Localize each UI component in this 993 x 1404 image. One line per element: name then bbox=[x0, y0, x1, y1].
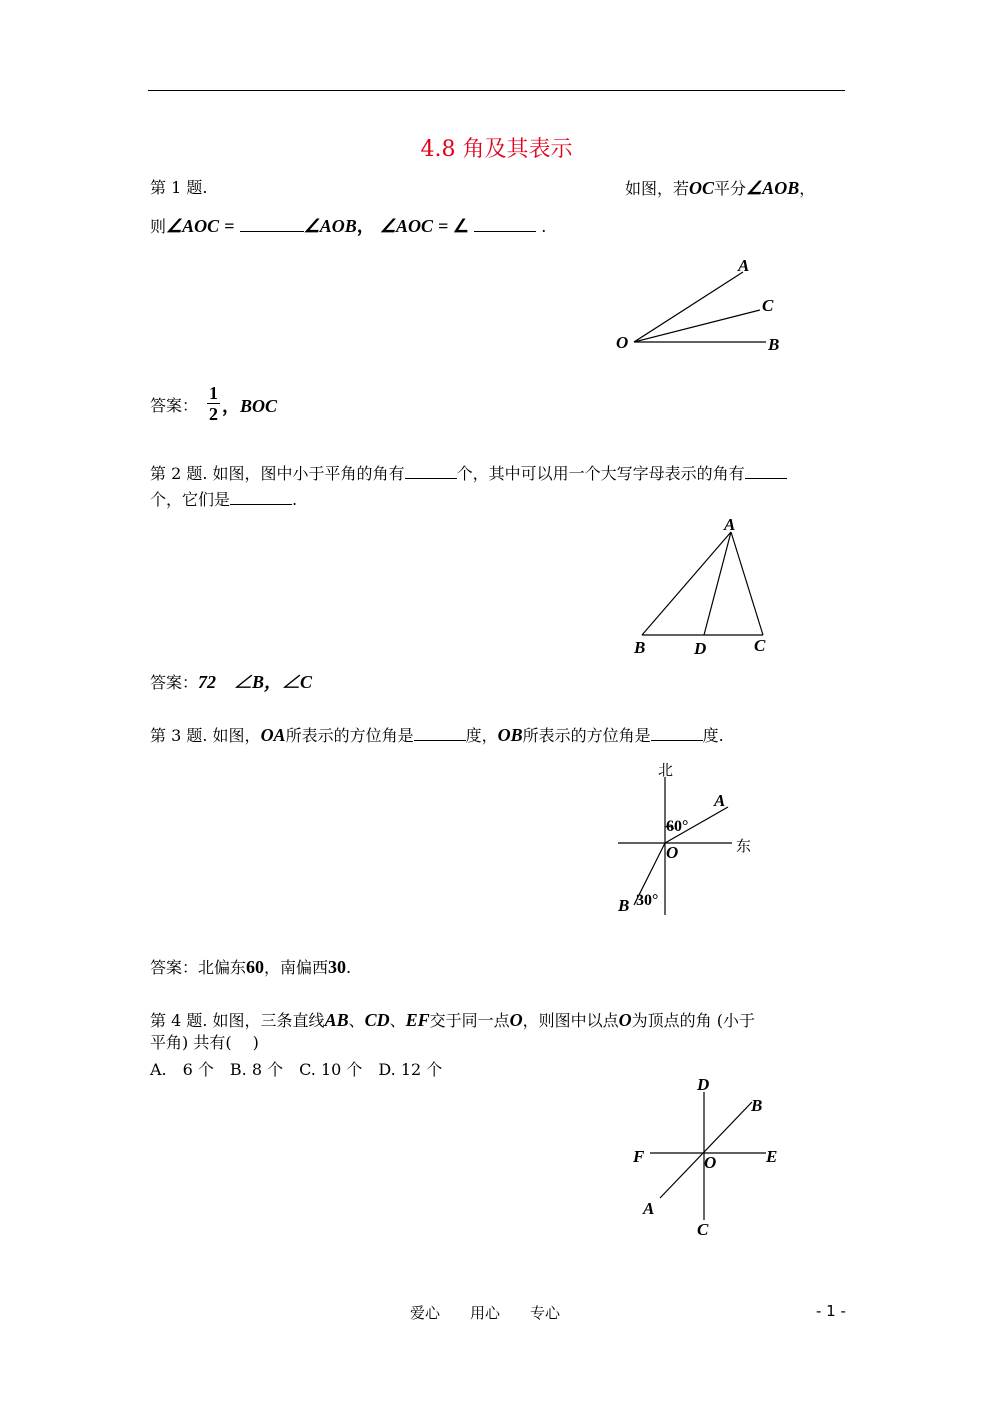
q3-text-b: 所表示的方位角是 bbox=[285, 726, 414, 745]
q3-line1 bbox=[150, 724, 724, 746]
q2-label: 第 2 题. bbox=[150, 464, 208, 483]
q2-answer bbox=[150, 672, 312, 693]
q2-blank-1[interactable] bbox=[405, 462, 457, 479]
q4-sep1: 、 bbox=[348, 1011, 365, 1030]
q2-blank-3[interactable] bbox=[230, 488, 292, 505]
q1-answer-rest bbox=[222, 396, 277, 417]
q1-answer-text: BOC bbox=[240, 396, 278, 416]
q3-text-c: 度， bbox=[465, 726, 498, 745]
q4-label-d: D bbox=[697, 1075, 710, 1094]
q3-text-d: 所表示的方位角是 bbox=[522, 726, 651, 745]
q3-blank-2[interactable] bbox=[651, 724, 703, 741]
q1-answer-num: 1 bbox=[209, 383, 218, 403]
q3-label: 第 3 题. bbox=[150, 726, 208, 745]
q3-answer-a: 北偏东 bbox=[198, 958, 247, 977]
q1-label: 第 1 题. bbox=[150, 178, 208, 197]
q1-answer bbox=[150, 396, 198, 416]
q2-line1 bbox=[150, 462, 787, 484]
q4-label-a: A bbox=[643, 1199, 655, 1218]
q2-text-b: 个，其中可以用一个大写字母表示的角有 bbox=[456, 464, 745, 483]
q1-ray-oa bbox=[634, 272, 743, 342]
q4-label-e: E bbox=[766, 1147, 778, 1166]
q2-text-c: 个，它们是 bbox=[150, 490, 231, 509]
q1-blank-1[interactable] bbox=[240, 215, 304, 232]
q1-lead: 如图，若 bbox=[625, 179, 690, 198]
q1-label-o: O bbox=[616, 333, 629, 352]
q2-blank-2[interactable] bbox=[745, 462, 787, 479]
q3-blank-1[interactable] bbox=[414, 724, 466, 741]
q4-text-d: 为顶点的角 (小于 bbox=[631, 1011, 756, 1030]
footer-page-number: - 1 - bbox=[816, 1302, 846, 1320]
q1-oc: OC bbox=[689, 178, 715, 198]
q3-label-east: 东 bbox=[736, 837, 752, 855]
page-title: 4.8 角及其表示 bbox=[420, 137, 573, 162]
q4-text-b: 交于同一点 bbox=[429, 1011, 510, 1030]
q2-answer-label: 答案： bbox=[150, 673, 199, 692]
q3-answer-b: ，南偏西 bbox=[264, 958, 329, 977]
footer-motto: 爱心 用心 专心 bbox=[410, 1304, 561, 1322]
q3-figure bbox=[600, 755, 780, 925]
q1-ray-oc bbox=[634, 310, 760, 342]
q1-line1 bbox=[625, 178, 815, 199]
q1-label-c: C bbox=[762, 296, 774, 315]
q2-text-a: 如图，图中小于平角的角有 bbox=[212, 464, 405, 483]
q3-answer-label: 答案： bbox=[150, 958, 199, 977]
q3-label-b: B bbox=[618, 896, 630, 915]
q1-period: . bbox=[541, 217, 547, 236]
q2-period: . bbox=[292, 490, 298, 509]
q1-blank-2[interactable] bbox=[474, 215, 536, 232]
q4-text-c: ，则图中以点 bbox=[522, 1011, 619, 1030]
q4-label-o: O bbox=[704, 1153, 717, 1172]
q4-label-f: F bbox=[633, 1147, 645, 1166]
q4-label: 第 4 题. bbox=[150, 1011, 208, 1030]
q1-mid: 平分 bbox=[714, 179, 747, 198]
header-rule bbox=[148, 90, 845, 91]
q4-label-b: B bbox=[751, 1096, 763, 1115]
q1-label-b: B bbox=[768, 335, 780, 354]
q4-ef: EF bbox=[405, 1010, 430, 1030]
q1-answer-den: 2 bbox=[209, 404, 218, 424]
q1-angle-aoc2: ∠AOC bbox=[379, 216, 434, 236]
q2-side-ac bbox=[731, 532, 763, 635]
q1-comma: ， bbox=[356, 216, 375, 236]
q4-sep2: 、 bbox=[389, 1011, 406, 1030]
q3-answer bbox=[150, 957, 351, 978]
q1-angle-aoc: ∠AOC bbox=[166, 216, 220, 236]
q3-label-a: A bbox=[714, 791, 726, 810]
q4-o2: O bbox=[618, 1010, 632, 1030]
q3-answer-c: . bbox=[346, 958, 352, 977]
q3-oa: OA bbox=[260, 725, 286, 745]
q3-ob: OB bbox=[497, 725, 523, 745]
q4-text-a: 如图，三条直线 bbox=[212, 1011, 325, 1030]
q3-label-north: 北 bbox=[658, 761, 674, 779]
q1-angle-aob2: ∠AOB bbox=[303, 216, 357, 236]
q2-figure bbox=[620, 512, 790, 662]
q4-figure bbox=[620, 1070, 800, 1245]
q4-options: A. 6 个 B. 8 个 C. 10 个 D. 12 个 bbox=[150, 1060, 443, 1079]
q4-o1: O bbox=[509, 1010, 523, 1030]
q4-label-c: C bbox=[697, 1220, 709, 1239]
q3-label-o: O bbox=[666, 843, 679, 862]
q3-text-a: 如图， bbox=[212, 726, 261, 745]
q1-label-a: A bbox=[738, 256, 750, 275]
q1-angle-aob: ∠AOB bbox=[746, 178, 800, 198]
q2-line2 bbox=[150, 488, 297, 510]
q2-label-a: A bbox=[724, 515, 736, 534]
q4-line2: 平角) 共有( ) bbox=[150, 1033, 259, 1052]
q3-text-e: 度. bbox=[702, 726, 724, 745]
q1-answer-label: 答案： bbox=[150, 396, 199, 415]
q1-answer-fraction bbox=[207, 383, 220, 424]
q2-label-c: C bbox=[754, 636, 766, 655]
q3-answer-30: 30 bbox=[328, 957, 347, 977]
q2-answer-text: 72 ∠B，∠C bbox=[198, 672, 313, 692]
q1-line2 bbox=[150, 215, 546, 237]
q1-answer-sep: ， bbox=[222, 396, 240, 416]
q4-ab: AB bbox=[324, 1010, 349, 1030]
q4-line1 bbox=[150, 1010, 755, 1031]
q3-answer-60: 60 bbox=[246, 957, 265, 977]
q1-figure bbox=[600, 250, 820, 360]
q4-line-ab bbox=[660, 1102, 752, 1198]
q1-line2-start: 则 bbox=[150, 217, 167, 236]
q4-cd: CD bbox=[364, 1010, 390, 1030]
q2-label-b: B bbox=[634, 638, 646, 657]
q3-label-30: 30° bbox=[636, 892, 659, 909]
q1-end: ， bbox=[799, 179, 816, 198]
q1-eq-angle: = ∠ bbox=[438, 216, 470, 236]
q3-label-60: 60° bbox=[666, 818, 689, 835]
q2-label-d: D bbox=[694, 639, 707, 658]
q1-eq: = bbox=[224, 216, 235, 236]
